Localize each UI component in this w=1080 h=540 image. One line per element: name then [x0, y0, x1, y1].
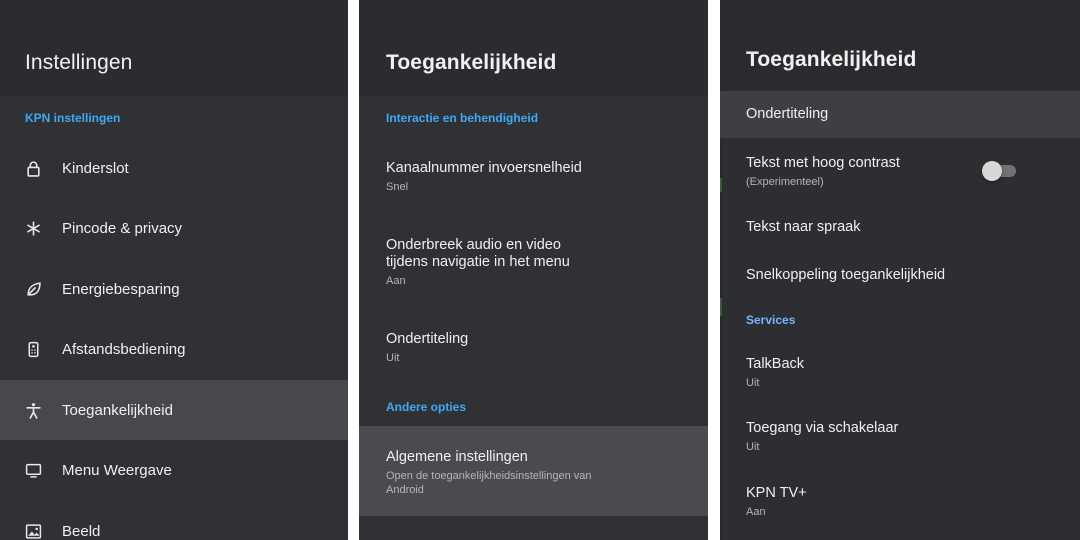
item-title: Ondertiteling — [746, 106, 829, 122]
lock-icon — [0, 160, 62, 177]
panel-header — [359, 0, 708, 96]
accessibility-icon — [0, 402, 62, 419]
item-title: Snelkoppeling toegankelijkheid — [746, 267, 946, 283]
item-title: Ondertiteling — [386, 331, 469, 347]
list-item-kpn-tv-plus[interactable] — [720, 485, 1080, 519]
section-label-kpn: KPN instellingen — [25, 111, 121, 125]
item-subtitle: Uit — [746, 377, 760, 389]
item-title: Toegang via schakelaar — [746, 420, 899, 436]
list-item-kanaalnummer[interactable] — [359, 160, 708, 194]
panel-header — [0, 0, 348, 96]
monitor-icon — [0, 462, 62, 479]
item-subtitle: Open de toegankelijkheidsinstellingen van — [386, 470, 592, 482]
list-item-talkback[interactable] — [720, 356, 1080, 390]
section-label-services: Services — [746, 313, 796, 327]
item-subtitle: Uit — [746, 441, 760, 453]
sidebar-item-label: Toegankelijkheid — [62, 401, 173, 419]
page-title: Toegankelijkheid — [746, 48, 917, 71]
page-title: Instellingen — [25, 51, 133, 74]
section-label-interactie: Interactie en behendigheid — [386, 111, 539, 125]
sidebar-item-menu-weergave[interactable] — [0, 440, 348, 500]
sidebar-item-label: Beeld — [62, 522, 101, 540]
sidebar-item-label: Pincode & privacy — [62, 219, 183, 237]
item-subtitle: Aan — [386, 275, 406, 287]
sidebar-item-beeld[interactable] — [0, 501, 348, 540]
sidebar-item-pincode-privacy[interactable] — [0, 198, 348, 258]
item-title: Algemene instellingen — [386, 449, 528, 465]
sidebar-item-kinderslot[interactable] — [0, 138, 348, 198]
accessibility-panel — [359, 0, 708, 540]
item-subtitle: Aan — [746, 506, 766, 518]
panel-header — [720, 0, 1080, 90]
list-item-ondertiteling[interactable] — [720, 91, 1080, 138]
list-item-tekst-naar-spraak[interactable] — [720, 219, 1080, 236]
item-title: Tekst met hoog contrast — [746, 155, 900, 171]
list-item-snelkoppeling[interactable] — [720, 267, 1080, 284]
remote-icon — [0, 341, 62, 358]
item-subtitle: Uit — [386, 352, 400, 364]
list-item-onderbreek-audio[interactable] — [359, 237, 708, 288]
sidebar-item-label: Energiebesparing — [62, 280, 180, 298]
item-title: KPN TV+ — [746, 485, 807, 501]
sidebar-item-energiebesparing[interactable] — [0, 259, 348, 319]
toggle-thumb — [982, 161, 1002, 181]
sidebar-item-afstandsbediening[interactable] — [0, 319, 348, 379]
list-item-toegang-schakelaar[interactable] — [720, 420, 1080, 454]
item-subtitle: Snel — [386, 181, 409, 193]
settings-panel — [0, 0, 348, 540]
asterisk-icon — [0, 220, 62, 237]
item-subtitle: (Experimenteel) — [746, 176, 824, 188]
item-subtitle-line2: Android — [386, 484, 424, 496]
item-title: TalkBack — [746, 356, 805, 372]
list-item-algemene-instellingen[interactable] — [359, 426, 708, 516]
scroll-indicator — [720, 298, 722, 316]
leaf-icon — [0, 281, 62, 298]
sidebar-item-label: Menu Weergave — [62, 461, 172, 479]
accessibility-detail-panel — [720, 0, 1080, 540]
image-icon — [0, 523, 62, 540]
sidebar-item-toegankelijkheid[interactable] — [0, 380, 348, 440]
item-title: Kanaalnummer invoersnelheid — [386, 160, 582, 176]
high-contrast-toggle[interactable] — [982, 161, 1016, 181]
item-title: Tekst naar spraak — [746, 219, 861, 235]
list-item-hoog-contrast[interactable] — [720, 155, 1080, 189]
page-title: Toegankelijkheid — [386, 51, 557, 74]
section-label-andere-opties: Andere opties — [386, 400, 467, 414]
list-item-ondertiteling[interactable] — [359, 331, 708, 365]
item-title: Onderbreek audio en video — [386, 237, 561, 253]
sidebar-item-label: Afstandsbediening — [62, 340, 186, 358]
item-title-line2: tijdens navigatie in het menu — [386, 254, 570, 270]
sidebar-item-label: Kinderslot — [62, 159, 129, 177]
